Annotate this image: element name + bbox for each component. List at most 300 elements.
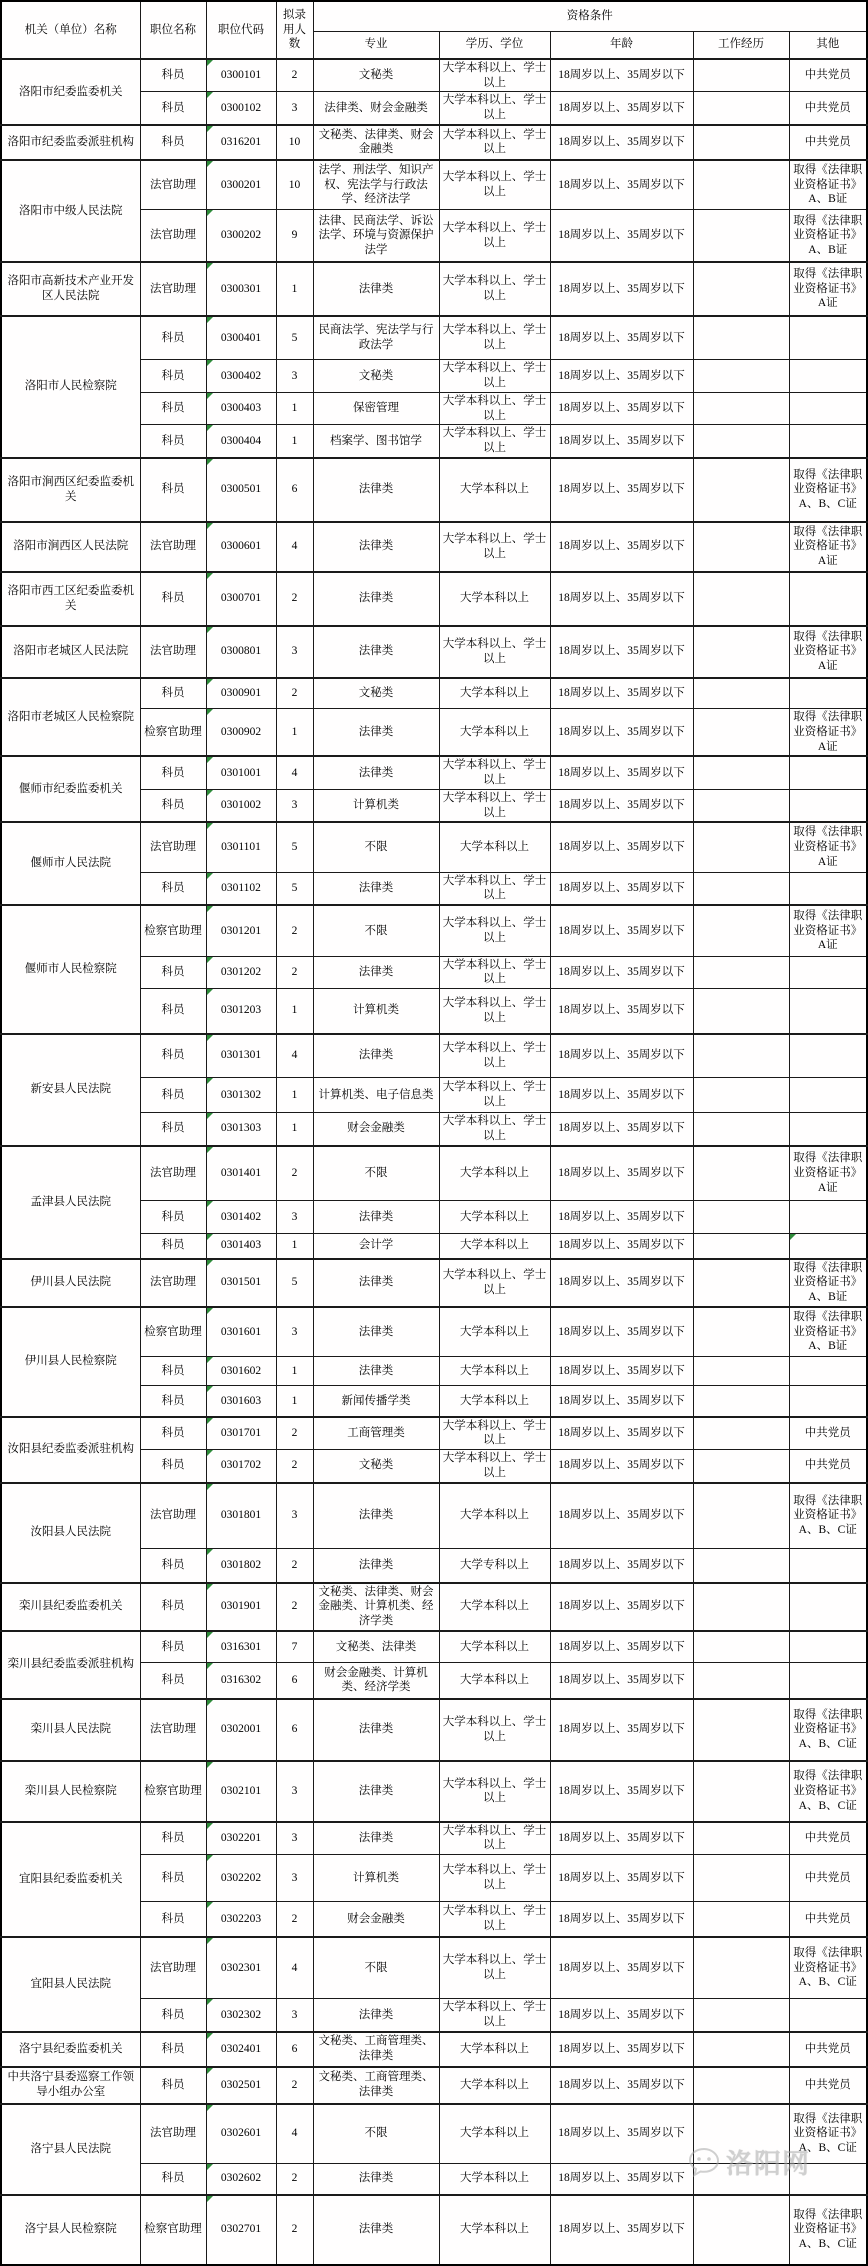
major-cell: 新闻传播学类	[313, 1386, 439, 1417]
cell-corner-marker-icon	[207, 1632, 213, 1638]
education-cell: 大学本科以上、学士以上	[439, 210, 550, 262]
cell-corner-marker-icon	[207, 2068, 213, 2074]
count-cell: 1	[276, 1386, 313, 1417]
qualification-group-header: 资格条件	[313, 1, 867, 31]
education-cell: 大学本科以上、学士以上	[439, 1902, 550, 1937]
other-cell	[789, 1631, 867, 1663]
other-cell: 取得《法律职业资格证书》A、B、C证	[789, 1483, 867, 1549]
position-cell: 科员	[140, 1663, 206, 1699]
cell-corner-marker-icon	[207, 263, 213, 269]
experience-cell	[693, 678, 789, 709]
count-cell: 5	[276, 316, 313, 360]
count-cell: 1	[276, 425, 313, 458]
code-cell: 0301403	[206, 1234, 276, 1259]
other-cell: 中共党员	[789, 59, 867, 92]
cell-corner-marker-icon	[207, 1999, 213, 2005]
major-cell: 民商法学、宪法学与行政法学	[313, 316, 439, 360]
code-cell: 0300501	[206, 458, 276, 522]
cell-corner-marker-icon	[207, 360, 213, 366]
major-cell: 法律类	[313, 872, 439, 905]
cell-corner-marker-icon	[207, 1700, 213, 1706]
other-cell: 取得《法律职业资格证书》A证	[789, 262, 867, 316]
other-cell: 取得《法律职业资格证书》A、B、C证	[789, 1761, 867, 1822]
code-cell: 0300403	[206, 392, 276, 424]
age-cell: 18周岁以上、35周岁以下	[550, 626, 693, 678]
table-row	[1, 2195, 867, 2265]
age-cell: 18周岁以上、35周岁以下	[550, 2164, 693, 2195]
position-cell: 科员	[140, 1583, 206, 1631]
experience-cell	[693, 125, 789, 160]
position-cell: 科员	[140, 2164, 206, 2195]
code-cell: 0301702	[206, 1450, 276, 1483]
table-row	[1, 1631, 867, 1663]
position-cell: 法官助理	[140, 626, 206, 678]
education-cell: 大学本科以上、学士以上	[439, 1699, 550, 1761]
age-cell: 18周岁以上、35周岁以下	[550, 1201, 693, 1234]
table-row	[1, 1259, 867, 1307]
col-header-count: 拟录用人数	[276, 1, 313, 59]
position-cell: 科员	[140, 1417, 206, 1450]
org-cell: 洛阳市纪委监委机关	[1, 59, 140, 125]
table-row	[1, 1034, 867, 1078]
code-cell: 0300902	[206, 709, 276, 757]
code-cell: 0302601	[206, 2104, 276, 2164]
col-header-position: 职位名称	[140, 1, 206, 59]
code-cell: 0300402	[206, 360, 276, 392]
org-cell: 洛宁县纪委监委机关	[1, 2032, 140, 2067]
org-cell: 洛阳市老城区人民检察院	[1, 678, 140, 757]
major-cell: 法律类	[313, 458, 439, 522]
education-cell: 大学本科以上	[439, 1234, 550, 1259]
code-cell: 0301303	[206, 1113, 276, 1146]
count-cell: 1	[276, 392, 313, 424]
other-cell	[789, 425, 867, 458]
education-cell: 大学本科以上、学士以上	[439, 59, 550, 92]
code-cell: 0301501	[206, 1259, 276, 1307]
other-cell: 中共党员	[789, 125, 867, 160]
count-cell: 10	[276, 160, 313, 210]
major-cell: 保密管理	[313, 392, 439, 424]
other-cell	[789, 1113, 867, 1146]
education-cell: 大学本科以上、学士以上	[439, 905, 550, 956]
position-cell: 法官助理	[140, 262, 206, 316]
count-cell: 6	[276, 1699, 313, 1761]
code-cell: 0300401	[206, 316, 276, 360]
experience-cell	[693, 1583, 789, 1631]
position-cell: 科员	[140, 989, 206, 1034]
cell-corner-marker-icon	[207, 459, 213, 465]
education-cell: 大学本科以上、学士以上	[439, 1113, 550, 1146]
position-cell: 法官助理	[140, 822, 206, 872]
experience-cell	[693, 1761, 789, 1822]
position-cell: 科员	[140, 1113, 206, 1146]
other-cell	[789, 316, 867, 360]
major-cell: 法律类	[313, 956, 439, 988]
position-cell: 法官助理	[140, 1259, 206, 1307]
major-cell: 法律类	[313, 756, 439, 789]
education-cell: 大学本科以上、学士以上	[439, 756, 550, 789]
age-cell: 18周岁以上、35周岁以下	[550, 2104, 693, 2164]
experience-cell	[693, 425, 789, 458]
education-cell: 大学本科以上	[439, 2195, 550, 2265]
cell-corner-marker-icon	[207, 873, 213, 879]
col-header-experience: 工作经历	[693, 31, 789, 59]
major-cell: 法律类	[313, 1549, 439, 1583]
major-cell: 不限	[313, 1937, 439, 1999]
other-cell: 中共党员	[789, 1855, 867, 1902]
other-cell	[789, 572, 867, 626]
table-row	[1, 316, 867, 360]
age-cell: 18周岁以上、35周岁以下	[550, 1937, 693, 1999]
table-row	[1, 1483, 867, 1549]
education-cell: 大学本科以上、学士以上	[439, 956, 550, 988]
cell-corner-marker-icon	[207, 1147, 213, 1153]
experience-cell	[693, 1357, 789, 1386]
major-cell: 法律类	[313, 262, 439, 316]
other-cell	[789, 956, 867, 988]
education-cell: 大学本科以上	[439, 572, 550, 626]
table-row	[1, 262, 867, 316]
code-cell: 0301301	[206, 1034, 276, 1078]
table-row	[1, 1822, 867, 1855]
cell-corner-marker-icon	[207, 1308, 213, 1314]
age-cell: 18周岁以上、35周岁以下	[550, 316, 693, 360]
cell-corner-marker-icon	[207, 1357, 213, 1363]
major-cell: 文秘类	[313, 59, 439, 92]
table-row	[1, 1699, 867, 1761]
cell-corner-marker-icon	[207, 2196, 213, 2202]
code-cell: 0300101	[206, 59, 276, 92]
other-cell: 中共党员	[789, 1902, 867, 1937]
position-cell: 法官助理	[140, 1483, 206, 1549]
age-cell: 18周岁以上、35周岁以下	[550, 2032, 693, 2067]
experience-cell	[693, 1450, 789, 1483]
count-cell: 1	[276, 1234, 313, 1259]
other-cell	[789, 1999, 867, 2032]
table-row	[1, 2104, 867, 2164]
education-cell: 大学本科以上、学士以上	[439, 1855, 550, 1902]
position-cell: 科员	[140, 678, 206, 709]
cell-corner-marker-icon	[207, 1762, 213, 1768]
age-cell: 18周岁以上、35周岁以下	[550, 1357, 693, 1386]
other-cell: 取得《法律职业资格证书》A、B证	[789, 210, 867, 262]
education-cell: 大学本科以上	[439, 709, 550, 757]
other-cell	[789, 1357, 867, 1386]
other-cell	[789, 789, 867, 822]
experience-cell	[693, 1078, 789, 1113]
cell-corner-marker-icon	[207, 989, 213, 995]
age-cell: 18周岁以上、35周岁以下	[550, 1902, 693, 1937]
code-cell: 0301202	[206, 956, 276, 988]
education-cell: 大学本科以上、学士以上	[439, 125, 550, 160]
count-cell: 2	[276, 956, 313, 988]
org-cell: 洛阳市涧西区纪委监委机关	[1, 458, 140, 522]
age-cell: 18周岁以上、35周岁以下	[550, 1583, 693, 1631]
count-cell: 2	[276, 572, 313, 626]
count-cell: 4	[276, 522, 313, 572]
count-cell: 2	[276, 1146, 313, 1201]
major-cell: 文秘类	[313, 360, 439, 392]
age-cell: 18周岁以上、35周岁以下	[550, 1699, 693, 1761]
code-cell: 0301701	[206, 1417, 276, 1450]
cell-corner-marker-icon	[207, 60, 213, 66]
major-cell: 文秘类、工商管理类、法律类	[313, 2067, 439, 2104]
col-header-major: 专业	[313, 31, 439, 59]
count-cell: 3	[276, 1201, 313, 1234]
count-cell: 5	[276, 822, 313, 872]
age-cell: 18周岁以上、35周岁以下	[550, 822, 693, 872]
other-cell: 取得《法律职业资格证书》A、B证	[789, 1259, 867, 1307]
count-cell: 2	[276, 905, 313, 956]
position-cell: 科员	[140, 1386, 206, 1417]
other-cell: 取得《法律职业资格证书》A证	[789, 1146, 867, 1201]
count-cell: 1	[276, 262, 313, 316]
major-cell: 法律类	[313, 626, 439, 678]
age-cell: 18周岁以上、35周岁以下	[550, 1417, 693, 1450]
code-cell: 0301101	[206, 822, 276, 872]
education-cell: 大学本科以上	[439, 2067, 550, 2104]
count-cell: 4	[276, 2104, 313, 2164]
table-row	[1, 756, 867, 789]
cell-corner-marker-icon	[207, 1902, 213, 1908]
other-cell	[789, 678, 867, 709]
experience-cell	[693, 956, 789, 988]
age-cell: 18周岁以上、35周岁以下	[550, 905, 693, 956]
education-cell: 大学本科以上	[439, 1357, 550, 1386]
experience-cell	[693, 1822, 789, 1855]
major-cell: 法律类、财会金融类	[313, 92, 439, 125]
education-cell: 大学本科以上	[439, 1201, 550, 1234]
experience-cell	[693, 1259, 789, 1307]
education-cell: 大学本科以上	[439, 1146, 550, 1201]
experience-cell	[693, 1699, 789, 1761]
education-cell: 大学本科以上、学士以上	[439, 1259, 550, 1307]
code-cell: 0301401	[206, 1146, 276, 1201]
experience-cell	[693, 59, 789, 92]
position-cell: 科员	[140, 1999, 206, 2032]
position-cell: 科员	[140, 425, 206, 458]
cell-corner-marker-icon	[207, 1234, 213, 1240]
major-cell: 法律类	[313, 1201, 439, 1234]
education-cell: 大学本科以上、学士以上	[439, 789, 550, 822]
major-cell: 法律类	[313, 2164, 439, 2195]
code-cell: 0301201	[206, 905, 276, 956]
col-header-education: 学历、学位	[439, 31, 550, 59]
count-cell: 3	[276, 626, 313, 678]
age-cell: 18周岁以上、35周岁以下	[550, 1450, 693, 1483]
count-cell: 4	[276, 756, 313, 789]
major-cell: 不限	[313, 822, 439, 872]
age-cell: 18周岁以上、35周岁以下	[550, 425, 693, 458]
education-cell: 大学本科以上	[439, 2104, 550, 2164]
cell-corner-marker-icon	[207, 1938, 213, 1944]
major-cell: 档案学、图书馆学	[313, 425, 439, 458]
table-row	[1, 626, 867, 678]
other-cell	[789, 1034, 867, 1078]
table-row	[1, 1583, 867, 1631]
other-cell: 取得《法律职业资格证书》A、B证	[789, 160, 867, 210]
count-cell: 3	[276, 1999, 313, 2032]
experience-cell	[693, 1631, 789, 1663]
age-cell: 18周岁以上、35周岁以下	[550, 1999, 693, 2032]
age-cell: 18周岁以上、35周岁以下	[550, 92, 693, 125]
other-cell	[789, 360, 867, 392]
position-cell: 法官助理	[140, 1146, 206, 1201]
major-cell: 不限	[313, 1146, 439, 1201]
education-cell: 大学本科以上、学士以上	[439, 392, 550, 424]
count-cell: 3	[276, 1822, 313, 1855]
major-cell: 法律类	[313, 1999, 439, 2032]
experience-cell	[693, 709, 789, 757]
position-cell: 科员	[140, 956, 206, 988]
code-cell: 0302001	[206, 1699, 276, 1761]
cell-corner-marker-icon	[207, 1855, 213, 1861]
experience-cell	[693, 1999, 789, 2032]
experience-cell	[693, 2164, 789, 2195]
age-cell: 18周岁以上、35周岁以下	[550, 1483, 693, 1549]
experience-cell	[693, 1113, 789, 1146]
count-cell: 3	[276, 789, 313, 822]
org-cell: 栾川县人民法院	[1, 1699, 140, 1761]
count-cell: 2	[276, 1450, 313, 1483]
age-cell: 18周岁以上、35周岁以下	[550, 1307, 693, 1357]
cell-corner-marker-icon	[207, 790, 213, 796]
cell-corner-marker-icon	[207, 709, 213, 715]
major-cell: 不限	[313, 2104, 439, 2164]
other-cell	[789, 872, 867, 905]
other-cell: 取得《法律职业资格证书》A、B、C证	[789, 458, 867, 522]
position-cell: 科员	[140, 1034, 206, 1078]
position-cell: 科员	[140, 1855, 206, 1902]
other-cell: 取得《法律职业资格证书》A证	[789, 905, 867, 956]
age-cell: 18周岁以上、35周岁以下	[550, 989, 693, 1034]
table-row	[1, 1146, 867, 1201]
age-cell: 18周岁以上、35周岁以下	[550, 125, 693, 160]
code-cell: 0301801	[206, 1483, 276, 1549]
count-cell: 5	[276, 1259, 313, 1307]
cell-corner-marker-icon	[207, 126, 213, 132]
major-cell: 财会金融类	[313, 1113, 439, 1146]
position-cell: 科员	[140, 392, 206, 424]
position-cell: 科员	[140, 1201, 206, 1234]
age-cell: 18周岁以上、35周岁以下	[550, 709, 693, 757]
age-cell: 18周岁以上、35周岁以下	[550, 1663, 693, 1699]
position-cell: 科员	[140, 1234, 206, 1259]
cell-corner-marker-icon	[207, 757, 213, 763]
experience-cell	[693, 2195, 789, 2265]
table-row	[1, 1307, 867, 1357]
major-cell: 文秘类、工商管理类、法律类	[313, 2032, 439, 2067]
major-cell: 计算机类	[313, 789, 439, 822]
age-cell: 18周岁以上、35周岁以下	[550, 789, 693, 822]
education-cell: 大学本科以上	[439, 678, 550, 709]
org-cell: 洛阳市高新技术产业开发区人民法院	[1, 262, 140, 316]
experience-cell	[693, 210, 789, 262]
age-cell: 18周岁以上、35周岁以下	[550, 262, 693, 316]
major-cell: 法学、刑法学、知识产权、宪法学与行政法学、经济法学	[313, 160, 439, 210]
count-cell: 6	[276, 1663, 313, 1699]
position-cell: 科员	[140, 125, 206, 160]
code-cell: 0302302	[206, 1999, 276, 2032]
org-cell: 新安县人民法院	[1, 1034, 140, 1146]
table-row	[1, 1937, 867, 1999]
major-cell: 法律类	[313, 709, 439, 757]
org-cell: 栾川县纪委监委机关	[1, 1583, 140, 1631]
table-body	[1, 59, 867, 2265]
code-cell: 0301203	[206, 989, 276, 1034]
position-cell: 法官助理	[140, 1699, 206, 1761]
code-cell: 0302201	[206, 1822, 276, 1855]
org-cell: 洛阳市纪委监委派驻机构	[1, 125, 140, 160]
experience-cell	[693, 789, 789, 822]
cell-corner-marker-icon	[207, 1113, 213, 1119]
experience-cell	[693, 360, 789, 392]
code-cell: 0300901	[206, 678, 276, 709]
code-cell: 0302101	[206, 1761, 276, 1822]
other-cell	[789, 2164, 867, 2195]
cell-corner-marker-icon	[207, 1450, 213, 1456]
cell-corner-marker-icon	[207, 2105, 213, 2111]
major-cell: 法律类	[313, 1822, 439, 1855]
major-cell: 法律类	[313, 1483, 439, 1549]
major-cell: 文秘类、法律类、财会金融类	[313, 125, 439, 160]
education-cell: 大学本科以上	[439, 2164, 550, 2195]
table-row	[1, 125, 867, 160]
experience-cell	[693, 160, 789, 210]
age-cell: 18周岁以上、35周岁以下	[550, 360, 693, 392]
major-cell: 法律类	[313, 1699, 439, 1761]
age-cell: 18周岁以上、35周岁以下	[550, 1034, 693, 1078]
position-cell: 科员	[140, 1631, 206, 1663]
count-cell: 1	[276, 709, 313, 757]
cell-corner-marker-icon	[207, 1201, 213, 1207]
age-cell: 18周岁以上、35周岁以下	[550, 392, 693, 424]
experience-cell	[693, 989, 789, 1034]
age-cell: 18周岁以上、35周岁以下	[550, 872, 693, 905]
code-cell: 0302701	[206, 2195, 276, 2265]
other-cell: 中共党员	[789, 1822, 867, 1855]
education-cell: 大学本科以上、学士以上	[439, 1761, 550, 1822]
education-cell: 大学本科以上、学士以上	[439, 522, 550, 572]
position-cell: 科员	[140, 458, 206, 522]
code-cell: 0301802	[206, 1549, 276, 1583]
major-cell: 财会金融类、计算机类、经济学类	[313, 1663, 439, 1699]
org-cell: 伊川县人民检察院	[1, 1307, 140, 1417]
cell-corner-marker-icon	[207, 1663, 213, 1669]
code-cell: 0301603	[206, 1386, 276, 1417]
experience-cell	[693, 458, 789, 522]
org-cell: 偃师市人民法院	[1, 822, 140, 905]
age-cell: 18周岁以上、35周岁以下	[550, 1855, 693, 1902]
count-cell: 4	[276, 1034, 313, 1078]
position-cell: 检察官助理	[140, 1307, 206, 1357]
watermark-text: 洛阳网	[726, 2149, 810, 2179]
count-cell: 1	[276, 1113, 313, 1146]
other-cell	[789, 1201, 867, 1234]
education-cell: 大学本科以上、学士以上	[439, 1822, 550, 1855]
position-cell: 科员	[140, 360, 206, 392]
education-cell: 大学本科以上、学士以上	[439, 626, 550, 678]
education-cell: 大学本科以上、学士以上	[439, 360, 550, 392]
count-cell: 2	[276, 1583, 313, 1631]
cell-corner-marker-icon	[207, 161, 213, 167]
other-cell	[789, 1234, 867, 1259]
code-cell: 0302203	[206, 1902, 276, 1937]
cell-corner-marker-icon	[207, 1418, 213, 1424]
age-cell: 18周岁以上、35周岁以下	[550, 160, 693, 210]
table-row	[1, 1761, 867, 1822]
count-cell: 2	[276, 678, 313, 709]
